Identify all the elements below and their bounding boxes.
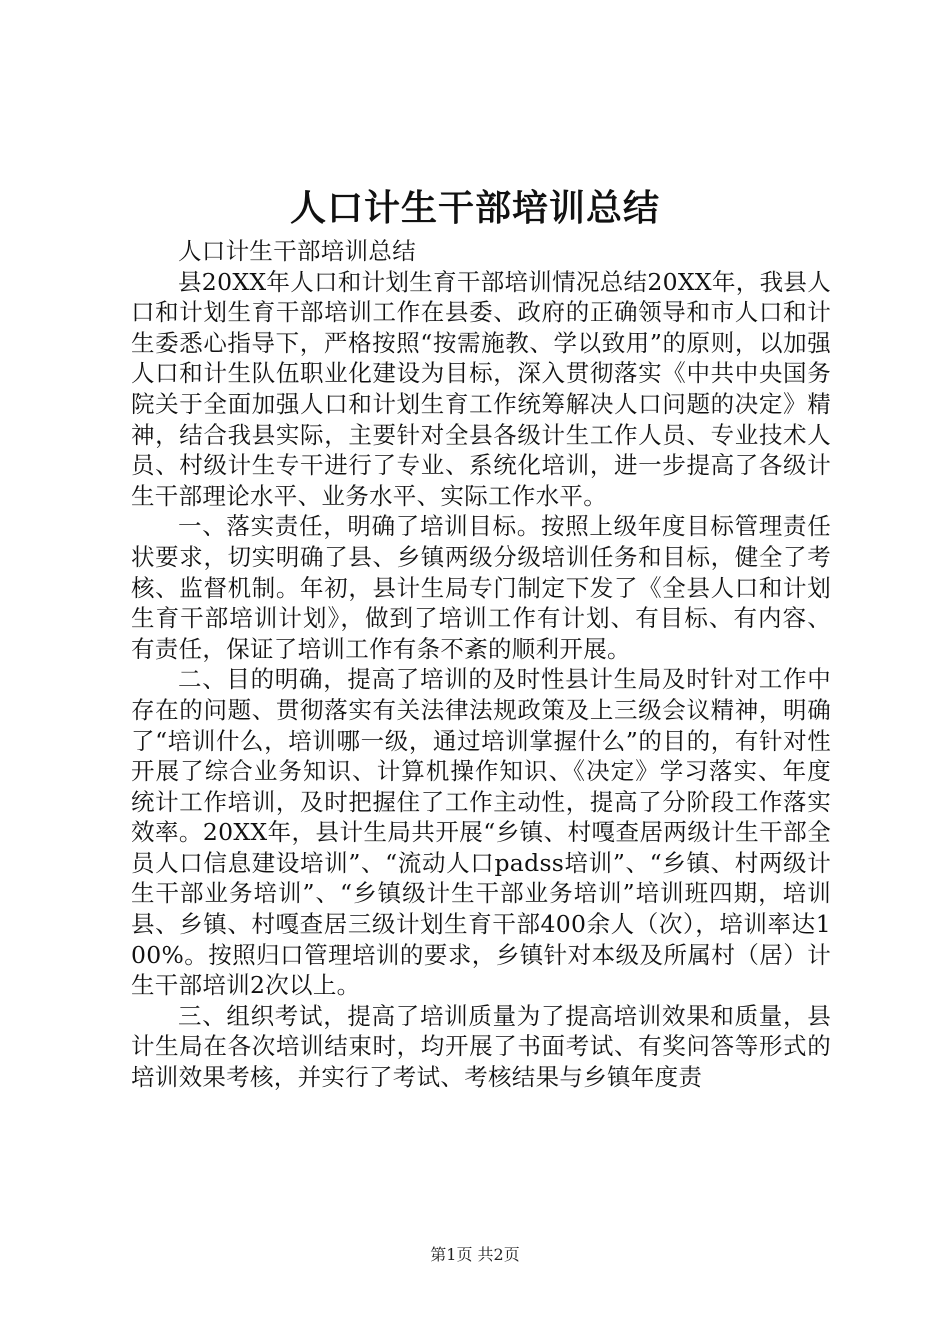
paragraph-section-3: 三、组织考试，提高了培训质量为了提高培训效果和质量，县计生局在各次培训结束时，均开展了书面考试、有奖问答等形式的培训效果考核，并实行了考试、考核结果与乡镇年度责 [131,1001,831,1092]
document-body [131,236,831,1093]
paragraph-intro: 县20XX年人口和计划生育干部培训情况总结20XX年，我县人口和计划生育干部培训工作在县委、政府的正确领导和市人口和计生委悉心指导下，严格按照“按需施教、学以致用”的原则，以加强人口和计生队伍职业化建设为目标，深入贯彻落实《中共中央国务院关于全面加强人口和计划生育工作统筹解决人口问题的决定》精神，结合我县实际，主要针对全县各级计生工作人员、专业技术人员、村级计生专干进行了专业、系统化培训，进一步提高了各级计生干部理论水平、业务水平、实际工作水平。 [131,267,831,510]
paragraph-section-2: 二、目的明确，提高了培训的及时性县计生局及时针对工作中存在的问题、贯彻落实有关法律法规政策及上三级会议精神，明确了“培训什么，培训哪一级，通过培训掌握什么”的目的，有针对性开展了综合业务知识、计算机操作知识、《决定》学习落实、年度统计工作培训，及时把握住了工作主动性，提高了分阶段工作落实效率。20XX年，县计生局共开展“乡镇、村嘎查居两级计生干部全员人口信息建设培训”、“流动人口padss培训”、“乡镇、村两级计生干部业务培训”、“乡镇级计生干部业务培训”培训班四期，培训县、乡镇、村嘎查居三级计划生育干部400余人（次），培训率达100%。按照归口管理培训的要求，乡镇针对本级及所属村（居）计生干部培训2次以上。 [131,665,831,1000]
page-number-footer: 第1页 共2页 [430,1245,520,1264]
paragraph-subtitle: 人口计生干部培训总结 [178,237,416,265]
document-title: 人口计生干部培训总结 [289,187,660,229]
paragraph-section-1: 一、落实责任，明确了培训目标。按照上级年度目标管理责任状要求，切实明确了县、乡镇两级分级培训任务和目标，健全了考核、监督机制。年初，县计生局专门制定下发了《全县人口和计划生育干部培训计划》，做到了培训工作有计划、有目标、有内容、有责任，保证了培训工作有条不紊的顺利开展。 [131,512,831,663]
